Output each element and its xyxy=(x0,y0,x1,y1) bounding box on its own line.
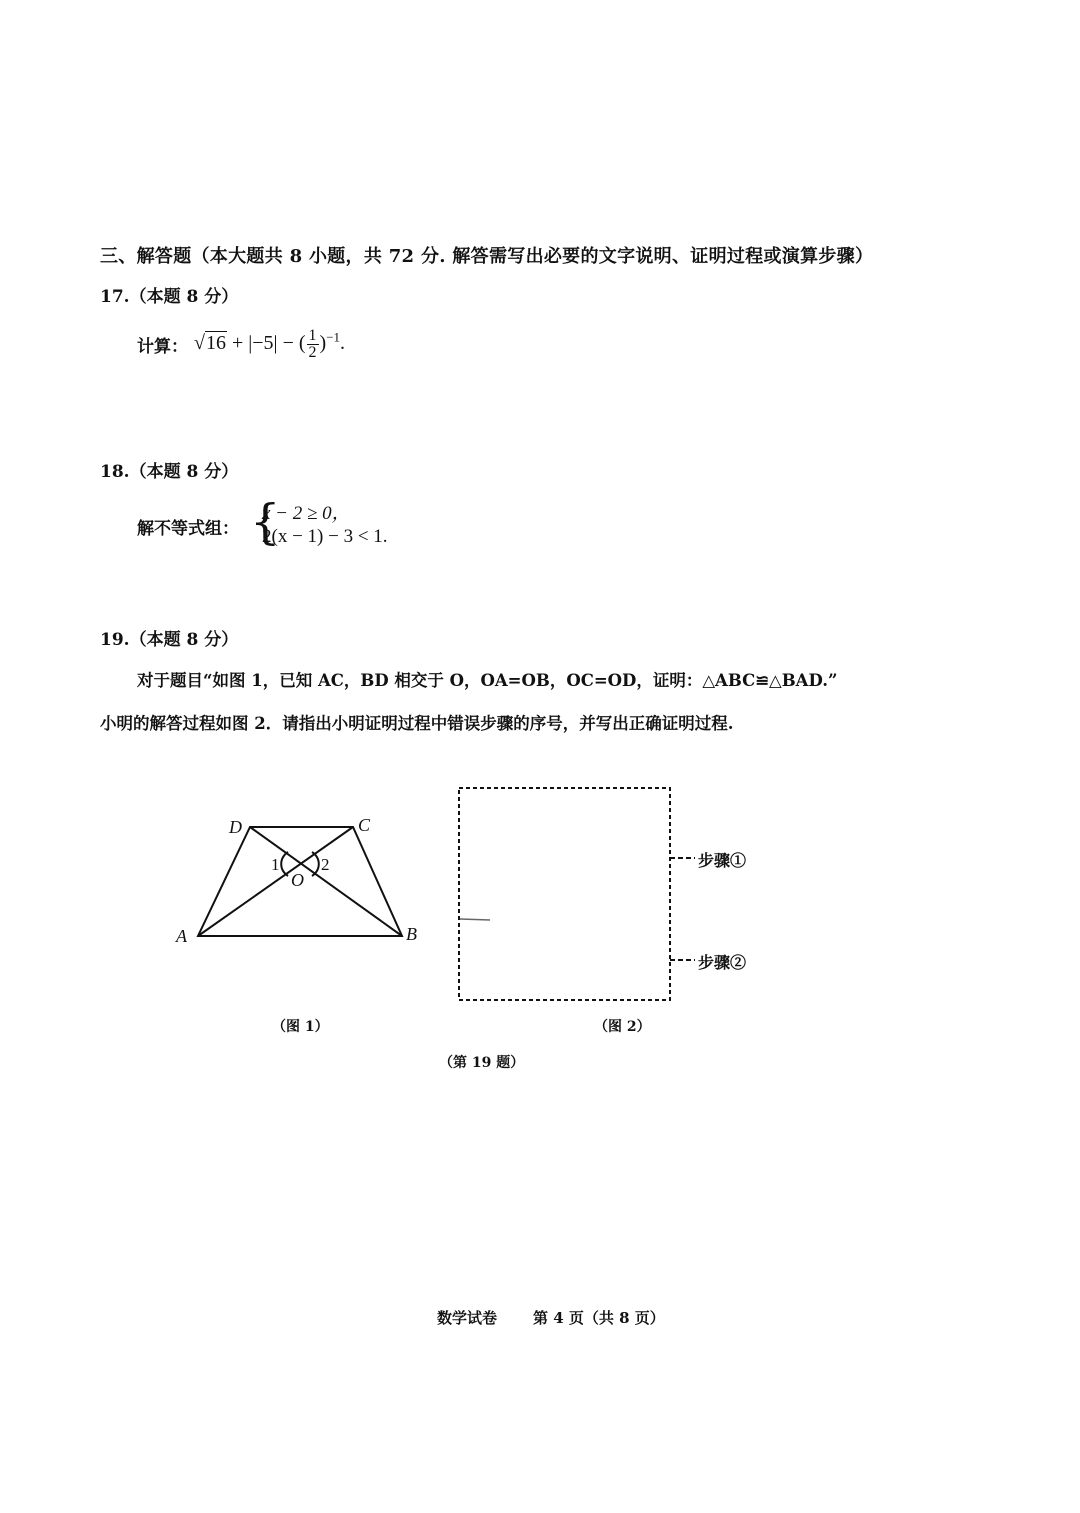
q17-number: 17.（本题 8 分） xyxy=(100,287,239,307)
step-2-label: 步骤② xyxy=(698,953,747,972)
q19-line2: 小明的解答过程如图 2．请指出小明证明过程中错误步骤的序号，并写出正确证明过程. xyxy=(100,714,734,733)
diagonal-BD xyxy=(250,827,402,936)
minus-sign: − xyxy=(282,331,294,354)
fraction-denominator: 2 xyxy=(308,343,317,361)
footer-subject: 数学试卷 xyxy=(437,1309,498,1327)
figure-2-caption: （图 2） xyxy=(594,1019,651,1035)
label-O: O xyxy=(291,870,304,890)
open-paren: ( xyxy=(298,331,306,354)
dashed-box xyxy=(459,788,670,1000)
label-C: C xyxy=(358,815,371,835)
q17-prompt: 计算： xyxy=(137,336,188,357)
sqrt-sign: √ xyxy=(194,331,205,354)
fraction-half xyxy=(307,328,319,361)
inequality-2: 2(x − 1) − 3 < 1. xyxy=(262,526,388,547)
faint-mark xyxy=(460,919,490,920)
system-brace: { xyxy=(250,494,281,550)
q17-formula xyxy=(194,328,345,361)
abs-value: |−5| xyxy=(248,331,278,354)
close-paren: ) xyxy=(319,331,327,354)
plus-sign: + xyxy=(231,331,244,354)
sqrt-16 xyxy=(194,332,227,355)
figure-1-trapezoid xyxy=(160,805,430,955)
q19-number: 19.（本题 8 分） xyxy=(100,630,239,650)
q18-prompt: 解不等式组： xyxy=(137,519,239,539)
step-1-label: 步骤① xyxy=(698,851,747,870)
question-19-caption: （第 19 题） xyxy=(439,1055,525,1071)
footer-page-number: 第 4 页（共 8 页） xyxy=(533,1309,665,1327)
q19-line1: 对于题目“如图 1，已知 AC，BD 相交于 O，OA=OB，OC=OD，证明：△ABC≌△BAD.” xyxy=(137,671,838,690)
inequality-1: x − 2 ≥ 0， xyxy=(262,503,351,524)
sqrt-radicand: 16 xyxy=(205,331,226,354)
label-angle-1: 1 xyxy=(271,855,280,874)
figure-2-solution-box xyxy=(450,780,700,1010)
section-title: 三、解答题（本大题共 8 小题，共 72 分. 解答需写出必要的文字说明、证明过程或演算步骤） xyxy=(100,246,874,267)
diagonal-AC xyxy=(198,827,353,936)
q17-expression xyxy=(137,324,345,364)
exponent: −1 xyxy=(326,328,341,344)
label-B: B xyxy=(406,924,417,944)
fraction-numerator: 1 xyxy=(308,326,317,344)
label-D: D xyxy=(229,817,242,837)
period: . xyxy=(340,331,346,354)
label-angle-2: 2 xyxy=(321,855,330,874)
label-A: A xyxy=(176,926,187,946)
q18-number: 18.（本题 8 分） xyxy=(100,462,239,482)
figure-1-caption: （图 1） xyxy=(272,1019,329,1035)
